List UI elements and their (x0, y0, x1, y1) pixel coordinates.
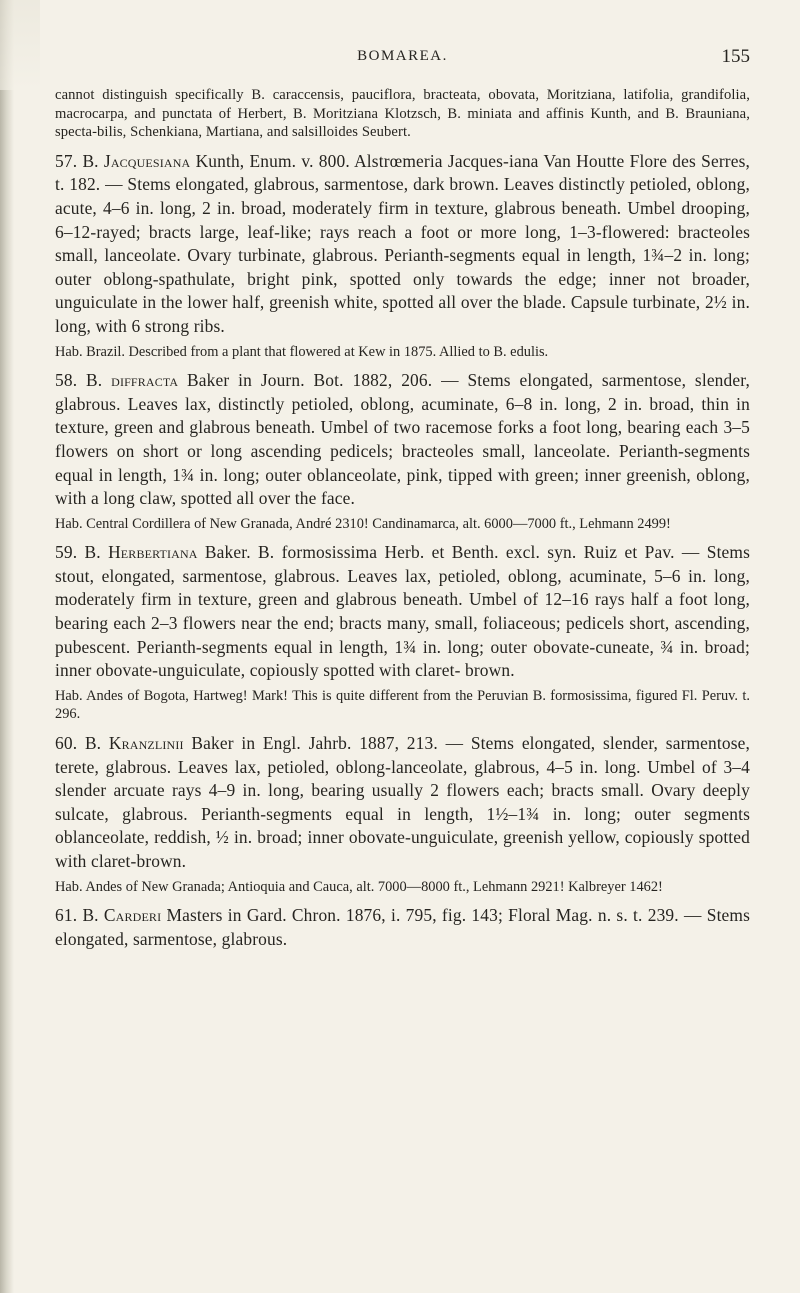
entry-59 (55, 541, 750, 683)
page-content (55, 18, 751, 949)
habitat-text: Hab. Andes of Bogota, Hartweg! Mark! This is quite different from the Peruvian B. formosissima, figured Fl. Peruv. t. 296. (55, 687, 750, 723)
entry-58 (55, 369, 750, 511)
entry-description: Baker in Journ. Bot. 1882, 206. — Stems elongated, sarmentose, slender, glabrous. Leaves lax, distinctly petioled, oblong, acuminate, 6–8 in. long, 2 in. broad, thin in texture, green and glabrous beneath. Umbel of two racemose forks a foot long, bearing each 3–5 flowers on short or long ascending pedicels; bracteoles small, lanceolate. Perianth-segments equal in length, 1¾ in. long; outer oblanceolate, pink, tipped with green; inner greenish, oblong, with a long claw, spotted all over the face. (55, 370, 750, 509)
entry-60 (55, 732, 750, 874)
page-header (55, 18, 750, 70)
entry-58-habitat (55, 515, 750, 534)
species-name: B. diffracta (86, 370, 179, 391)
species-name: B. Jacquesiana (82, 150, 191, 171)
entry-number: 57. (55, 150, 78, 171)
habitat-text: Hab. Brazil. Described from a plant that flowered at Kew in 1875. Allied to B. edulis. (55, 343, 549, 360)
entry-57-habitat (55, 343, 750, 362)
habitat-text: Hab. Andes of New Granada; Antioquia and Cauca, alt. 7000—8000 ft., Lehmann 2921! Kalbreyer 1462! (55, 878, 663, 895)
habitat-text: Hab. Central Cordillera of New Granada, André 2310! Candinamarca, alt. 6000—7000 ft., Lehmann 2499! (55, 515, 671, 532)
entry-59-body (55, 541, 750, 683)
entry-number: 58. (55, 370, 78, 391)
entry-description: Baker. B. formosissima Herb. et Benth. excl. syn. Ruiz et Pav. — Stems stout, elongated, sarmentose, glabrous. Leaves lax, petioled, oblong, acuminate, 5–6 in. long, moderately firm in texture, green and glabrous beneath. Umbel of 12–16 rays half a foot long, bearing each 2–3 flowers near the end; bracts many, small, foliaceous; pedicels short, ascending, pubescent. Perianth-segments equal in length, 1¾ in. long; outer obovate-cuneate, ¾ in. broad; inner obovate-unguiculate, copiously spotted with claret- brown. (55, 542, 751, 681)
species-name: B. Carderi (82, 905, 162, 926)
entry-description: Masters in Gard. Chron. 1876, i. 795, fig. 143; Floral Mag. n. s. t. 239. — Stems elongated, sarmentose, glabrous. (55, 905, 751, 949)
entry-60-habitat (55, 878, 750, 897)
entry-description: Kunth, Enum. v. 800. Alstrœmeria Jacques-iana Van Houtte Flore des Serres, t. 182. — Stems elongated, glabrous, sarmentose, dark brown. Leaves distinctly petioled, oblong, acute, 4–6 in. long, 2 in. broad, moderately firm in texture, glabrous beneath. Umbel drooping, 6–12-rayed; bracts large, leaf-like; rays reach a foot or more long, 1–3-flowered: bracteoles small, lanceolate. Ovary turbinate, glabrous. Perianth-segments equal in length, 1¾–2 in. long; outer oblong-spathulate, bright pink, spotted only towards the edge; inner not broader, unguiculate in the lower half, greenish white, spotted all over the blade. Capsule turbinate, 2½ in. long, with 6 strong ribs. (55, 150, 751, 336)
entry-59-habitat (55, 687, 750, 724)
running-head: BOMAREA. (357, 48, 448, 64)
entry-number: 59. (55, 542, 78, 563)
entry-61 (55, 904, 750, 951)
entry-58-body (55, 369, 750, 511)
entry-61-body (55, 904, 750, 951)
page-number: 155 (721, 46, 750, 67)
entry-description: Baker in Engl. Jahrb. 1887, 213. — Stems elongated, slender, sarmentose, terete, glabrous. Leaves lax, petioled, oblong-lanceolate, glabrous, 4–5 in. long. Umbel of 3–4 slender arcuate rays 4–9 in. long, bearing usually 2 flowers each; bracts small. Ovary deeply sulcate, glabrous. Perianth-segments equal in length, 1½–1¾ in. long; outer segments oblanceolate, reddish, ½ in. broad; inner obovate-unguiculate, greenish yellow, copiously spotted with claret-brown. (55, 733, 751, 871)
entry-57-body (55, 150, 750, 339)
entry-60-body (55, 732, 750, 874)
entry-number: 61. (55, 905, 78, 926)
species-name: B. Herbertiana (84, 542, 198, 563)
entry-57 (55, 150, 750, 339)
page-shadow (0, 0, 40, 90)
entry-number: 60. (55, 733, 78, 754)
species-name: B. Kranzlinii (84, 733, 184, 754)
intro-paragraph (55, 86, 750, 142)
intro-text: cannot distinguish specifically B. caraccensis, pauciflora, bracteata, obovata, Moritziana, latifolia, grandifolia, macrocarpa, and punctata of Herbert, B. Moritziana Klotzsch, B. miniata and affinis Kunth, and B. Brauniana, specta-bilis, Schenkiana, Martiana, and salsilloides Seubert. (55, 87, 750, 141)
page-binding-edge (0, 0, 14, 1293)
